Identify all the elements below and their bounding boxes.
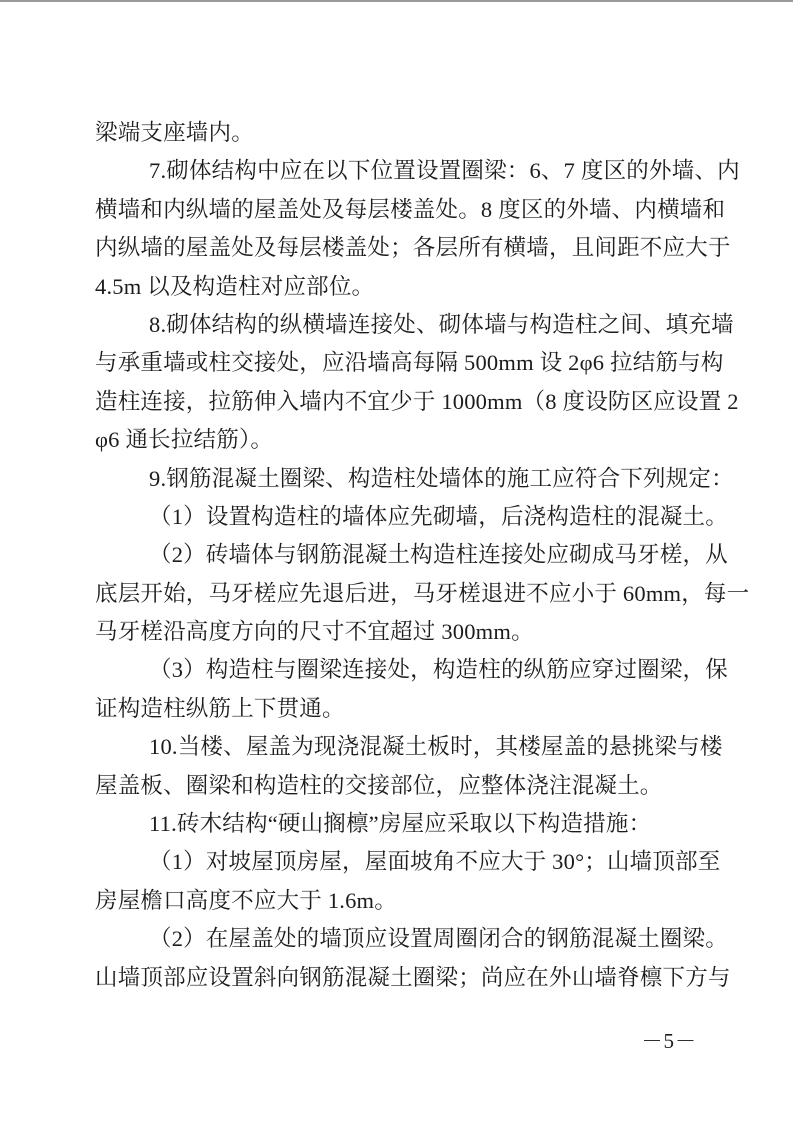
text-line: φ6 通长拉结筋）。 xyxy=(95,427,274,453)
text-line: 横墙和内纵墙的屋盖处及每层楼盖处。8 度区的外墙、内横墙和 xyxy=(95,196,726,222)
paragraph xyxy=(95,843,721,920)
text-line: 4.5m 以及构造柱对应部位。 xyxy=(95,273,375,299)
paragraph xyxy=(95,728,723,805)
paragraph xyxy=(95,460,734,498)
text-line: （3）构造柱与圈梁连接处，构造柱的纵筋应穿过圈梁，保 xyxy=(149,657,728,683)
text-line: 9.钢筋混凝土圈梁、构造柱处墙体的施工应符合下列规定： xyxy=(149,465,734,491)
paragraph xyxy=(95,920,731,997)
text-line: 8.砌体结构的纵横墙连接处、砌体墙与构造柱之间、填充墙 xyxy=(149,311,734,337)
paragraph xyxy=(95,152,740,306)
text-line: （2）在屋盖处的墙顶应设置周圈闭合的钢筋混凝土圈梁。 xyxy=(149,926,728,952)
paragraph xyxy=(95,536,750,651)
text-line: 11.砖木结构“硬山搁檩”房屋应采取以下构造措施： xyxy=(149,811,652,837)
text-line: 屋盖板、圈梁和构造柱的交接部位，应整体浇注混凝土。 xyxy=(95,772,663,798)
page-number: －5－ xyxy=(641,1029,697,1053)
text-line: 内纵墙的屋盖处及每层楼盖处；各层所有横墙，且间距不应大于 xyxy=(95,235,731,261)
text-line: （1）对坡屋顶房屋，屋面坡角不应大于 30°；山墙顶部至 xyxy=(149,849,721,875)
text-line: 房屋檐口高度不应大于 1.6m。 xyxy=(95,887,397,913)
text-line: 造柱连接，拉筋伸入墙内不宜少于 1000mm（8 度设防区应设置 2 xyxy=(95,388,739,414)
text-line: 10.当楼、屋盖为现浇混凝土板时，其楼屋盖的悬挑梁与楼 xyxy=(149,734,723,760)
paragraph xyxy=(95,498,728,536)
text-line: 马牙槎沿高度方向的尺寸不宜超过 300mm。 xyxy=(95,619,534,645)
text-line: （2）砖墙体与钢筋混凝土构造柱连接处应砌成马牙槎，从 xyxy=(149,542,728,568)
text-line: （1）设置构造柱的墙体应先砌墙，后浇构造柱的混凝土。 xyxy=(149,503,728,529)
text-line: 底层开始，马牙槎应先退后进，马牙槎退进不应小于 60mm，每一 xyxy=(95,580,750,606)
paragraph xyxy=(95,805,713,843)
text-line: 山墙顶部应设置斜向钢筋混凝土圈梁；尚应在外山墙脊檩下方与 xyxy=(95,964,731,990)
document-text xyxy=(95,114,750,997)
text-line: 与承重墙或柱交接处，应沿墙高每隔 500mm 设 2φ6 拉结筋与构 xyxy=(95,350,724,376)
paragraph xyxy=(95,651,728,728)
text-line: 证构造柱纵筋上下贯通。 xyxy=(95,695,345,721)
paragraph xyxy=(95,306,739,460)
scan-edge-artifact xyxy=(0,0,793,2)
text-line: 梁端支座墙内。 xyxy=(95,120,254,145)
paragraph xyxy=(95,114,713,152)
text-line: 7.砌体结构中应在以下位置设置圈梁：6、7 度区的外墙、内 xyxy=(149,158,740,184)
